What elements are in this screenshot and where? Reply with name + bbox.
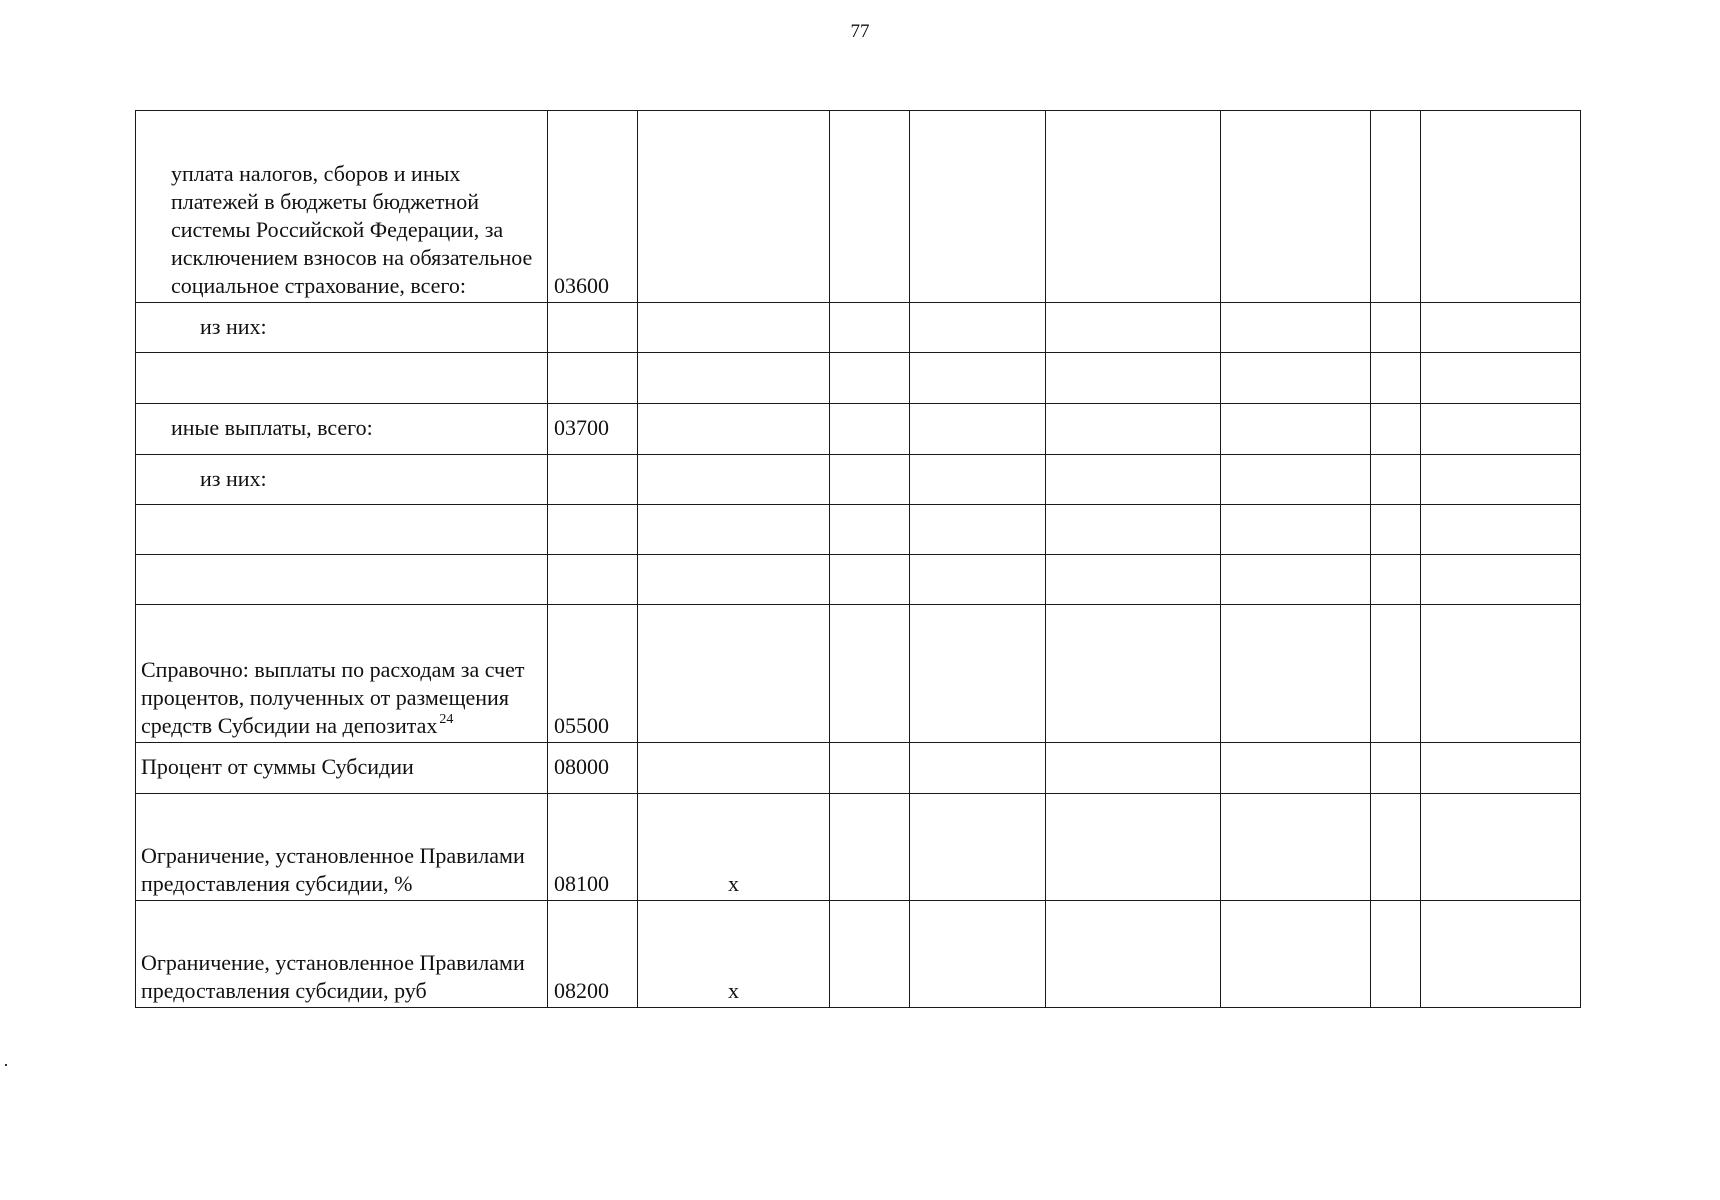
value-cell: [1046, 555, 1221, 605]
value-cell: [1046, 111, 1221, 303]
value-cell: [1221, 794, 1371, 901]
row-label-text: Справочно: выплаты по расходам за счет процентов, полученных от размещения средств Субсидии на депозитах: [141, 657, 525, 738]
value-cell: [1421, 404, 1581, 455]
table-row: [136, 505, 1581, 555]
row-label: из них:: [136, 455, 548, 505]
value-cell: [638, 743, 830, 794]
value-cell: [1421, 505, 1581, 555]
value-cell: [1046, 404, 1221, 455]
value-cell: [830, 353, 910, 404]
value-cell: [830, 303, 910, 353]
value-cell: [1221, 111, 1371, 303]
table-row: [136, 353, 1581, 404]
value-cell: [910, 111, 1046, 303]
row-label: из них:: [136, 303, 548, 353]
value-cell: [1421, 455, 1581, 505]
value-cell: [1421, 111, 1581, 303]
value-cell: [1046, 455, 1221, 505]
value-cell: x: [638, 794, 830, 901]
value-cell: [1371, 794, 1421, 901]
row-code: 05500: [548, 605, 638, 743]
value-cell: [1421, 555, 1581, 605]
row-label: Процент от суммы Субсидии: [136, 743, 548, 794]
value-cell: [1221, 404, 1371, 455]
value-cell: [1221, 303, 1371, 353]
table-row: [136, 743, 1581, 794]
row-code: 08100: [548, 794, 638, 901]
row-code: [548, 555, 638, 605]
value-cell: [830, 794, 910, 901]
value-cell: [1421, 605, 1581, 743]
value-cell: [1221, 455, 1371, 505]
row-label: [136, 353, 548, 404]
value-cell: [1421, 794, 1581, 901]
value-cell: [910, 605, 1046, 743]
value-cell: [638, 455, 830, 505]
value-cell: [1371, 901, 1421, 1008]
value-cell: [830, 404, 910, 455]
value-cell: [1046, 794, 1221, 901]
table-row: [136, 455, 1581, 505]
value-cell: [830, 605, 910, 743]
value-cell: [910, 901, 1046, 1008]
row-code: 08200: [548, 901, 638, 1008]
value-cell: [1371, 353, 1421, 404]
page-number: 77: [850, 21, 870, 42]
value-cell: [1046, 353, 1221, 404]
row-label: уплата налогов, сборов и иных платежей в бюджеты бюджетной системы Российской Федерации, за исключением взносов на обязательное социальное страхование, всего:: [136, 111, 548, 303]
value-cell: [1221, 505, 1371, 555]
row-label: Ограничение, установленное Правилами предоставления субсидии, руб: [136, 901, 548, 1008]
row-label: Ограничение, установленное Правилами предоставления субсидии, %: [136, 794, 548, 901]
value-cell: [1371, 455, 1421, 505]
row-code: [548, 505, 638, 555]
table-row: [136, 901, 1581, 1008]
value-cell: [1371, 111, 1421, 303]
footnote-ref: 24: [439, 712, 454, 727]
value-cell: [830, 743, 910, 794]
value-cell: [830, 505, 910, 555]
value-cell: [1371, 605, 1421, 743]
report-table: [135, 110, 1581, 1008]
value-cell: [830, 555, 910, 605]
table-row: [136, 555, 1581, 605]
value-cell: [1371, 505, 1421, 555]
value-cell: [1046, 605, 1221, 743]
row-code: [548, 303, 638, 353]
value-cell: [1371, 555, 1421, 605]
row-code: 03700: [548, 404, 638, 455]
value-cell: [910, 555, 1046, 605]
value-cell: [1046, 743, 1221, 794]
row-label: иные выплаты, всего:: [136, 404, 548, 455]
value-cell: [1371, 743, 1421, 794]
value-cell: [1046, 901, 1221, 1008]
value-cell: [830, 901, 910, 1008]
row-code: 03600: [548, 111, 638, 303]
value-cell: [1046, 505, 1221, 555]
value-cell: [638, 505, 830, 555]
table-row: [136, 111, 1581, 303]
value-cell: [1221, 743, 1371, 794]
value-cell: [638, 404, 830, 455]
value-cell: [1221, 555, 1371, 605]
value-cell: [910, 353, 1046, 404]
value-cell: [1221, 353, 1371, 404]
value-cell: [638, 605, 830, 743]
row-code: [548, 455, 638, 505]
scan-speck: [5, 1064, 7, 1066]
value-cell: [910, 743, 1046, 794]
value-cell: [1421, 901, 1581, 1008]
value-cell: [638, 111, 830, 303]
value-cell: [1421, 353, 1581, 404]
value-cell: [830, 455, 910, 505]
value-cell: [638, 555, 830, 605]
value-cell: [1371, 404, 1421, 455]
table-row: [136, 794, 1581, 901]
value-cell: [830, 111, 910, 303]
value-cell: [910, 455, 1046, 505]
value-cell: [910, 303, 1046, 353]
value-cell: [1421, 303, 1581, 353]
value-cell: [1371, 303, 1421, 353]
value-cell: [910, 404, 1046, 455]
row-label: [136, 505, 548, 555]
value-cell: [1221, 901, 1371, 1008]
row-label: [136, 605, 548, 743]
value-cell: x: [638, 901, 830, 1008]
value-cell: [638, 303, 830, 353]
value-cell: [910, 505, 1046, 555]
row-code: 08000: [548, 743, 638, 794]
value-cell: [1221, 605, 1371, 743]
table-row: [136, 605, 1581, 743]
value-cell: [910, 794, 1046, 901]
value-cell: [1421, 743, 1581, 794]
table-row: [136, 404, 1581, 455]
row-label: [136, 555, 548, 605]
table-row: [136, 303, 1581, 353]
value-cell: [638, 353, 830, 404]
row-code: [548, 353, 638, 404]
value-cell: [1046, 303, 1221, 353]
